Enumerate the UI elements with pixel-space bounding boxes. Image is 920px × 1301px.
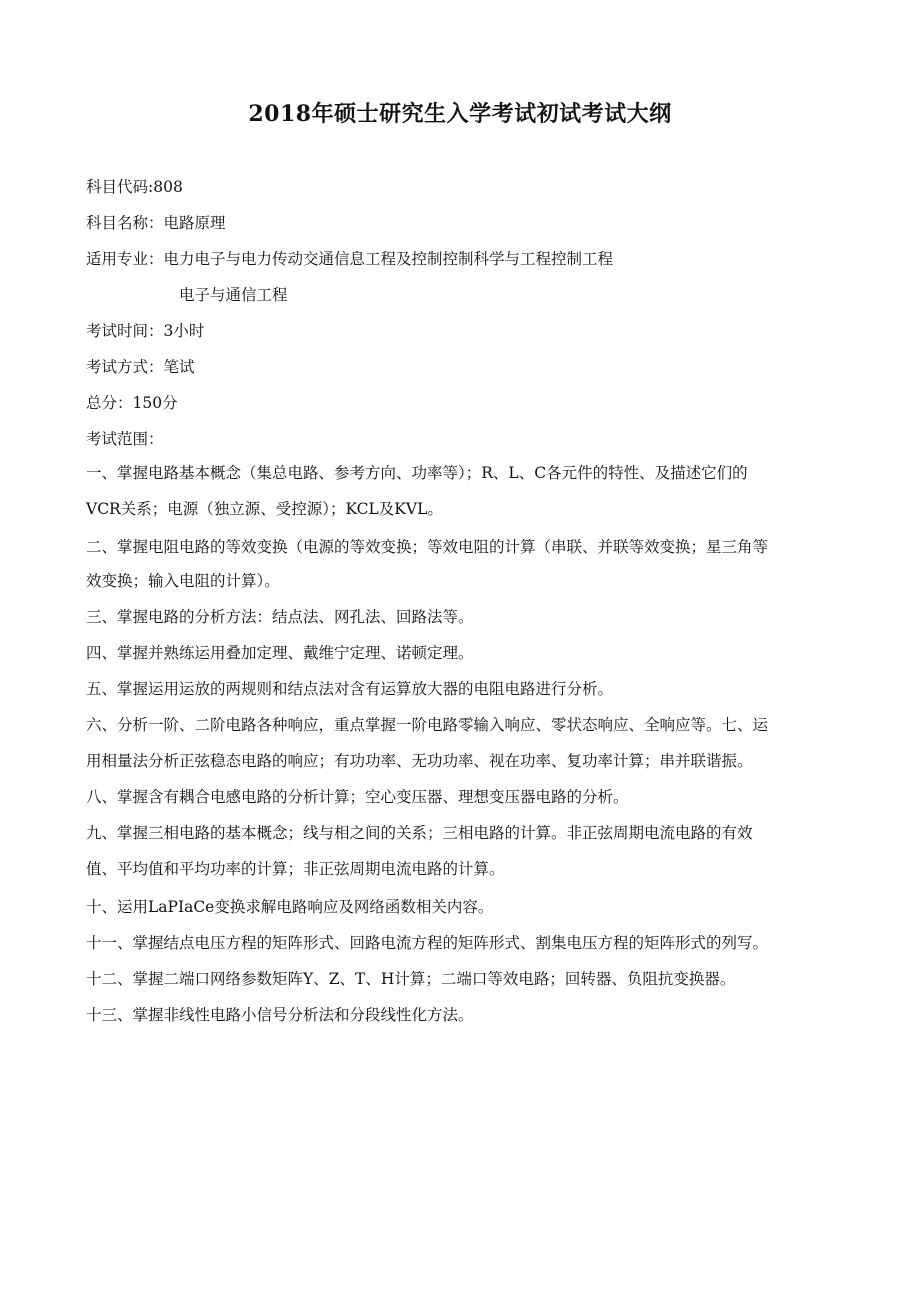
total-score: 总分：150分 bbox=[86, 394, 178, 412]
scope-heading: 考试范围： bbox=[86, 430, 164, 448]
scope-line: 六、分析一阶、二阶电路各种响应，重点掌握一阶电路零输入响应、零状态响应、全响应等。七、运 bbox=[86, 716, 769, 734]
exam-method: 考试方式：笔试 bbox=[86, 358, 195, 376]
scope-line: 二、掌握电阻电路的等效变换（电源的等效变换；等效电阻的计算（串联、并联等效变换；星三角等 bbox=[86, 538, 769, 556]
applicable-majors: 适用专业：电力电子与电力传动交通信息工程及控制控制科学与工程控制工程 bbox=[86, 250, 614, 268]
scope-line: 五、掌握运用运放的两规则和结点法对含有运算放大器的电阻电路进行分析。 bbox=[86, 680, 614, 698]
scope-line: 十二、掌握二端口网络参数矩阵Y、Z、T、H计算；二端口等效电路；回转器、负阻抗变换器。 bbox=[86, 970, 736, 988]
scope-line: 一、掌握电路基本概念（集总电路、参考方向、功率等）；R、L、C各元件的特性、及描述它们的 bbox=[86, 464, 748, 482]
scope-line: 用相量法分析正弦稳态电路的响应；有功功率、无功功率、视在功率、复功率计算；串并联谐振。 bbox=[86, 752, 753, 770]
scope-line: 值、平均值和平均功率的计算；非正弦周期电流电路的计算。 bbox=[86, 860, 505, 878]
scope-line: VCR关系；电源（独立源、受控源）；KCL及KVL。 bbox=[86, 500, 443, 518]
subject-name: 科目名称：电路原理 bbox=[86, 214, 226, 232]
scope-line: 四、掌握并熟练运用叠加定理、戴维宁定理、诺顿定理。 bbox=[86, 644, 474, 662]
scope-line: 十一、掌握结点电压方程的矩阵形式、回路电流方程的矩阵形式、割集电压方程的矩阵形式的列写。 bbox=[86, 934, 769, 952]
subject-code: 科目代码:808 bbox=[86, 178, 183, 196]
scope-line: 三、掌握电路的分析方法：结点法、网孔法、回路法等。 bbox=[86, 608, 474, 626]
document-title: 2018年硕士研究生入学考试初试考试大纲 bbox=[248, 101, 672, 127]
scope-line: 十三、掌握非线性电路小信号分析法和分段线性化方法。 bbox=[86, 1006, 474, 1024]
scope-line: 九、掌握三相电路的基本概念；线与相之间的关系；三相电路的计算。非正弦周期电流电路的有效 bbox=[86, 824, 753, 842]
exam-time: 考试时间：3小时 bbox=[86, 322, 205, 340]
scope-line: 八、掌握含有耦合电感电路的分析计算；空心变压器、理想变压器电路的分析。 bbox=[86, 788, 629, 806]
scope-line: 效变换；输入电阻的计算）。 bbox=[86, 572, 280, 590]
applicable-majors-continued: 电子与通信工程 bbox=[179, 286, 288, 304]
scope-line: 十、运用LaPIaCe变换求解电路响应及网络函数相关内容。 bbox=[86, 898, 494, 916]
